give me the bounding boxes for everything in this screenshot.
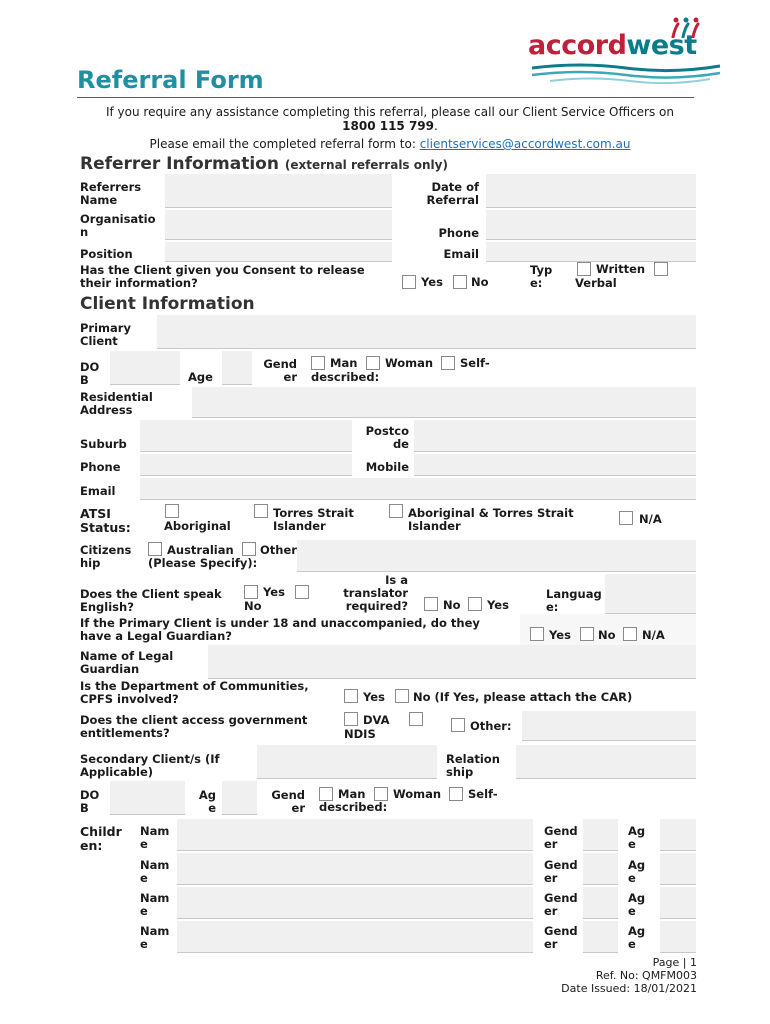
referrer-phone-label: Phone <box>438 226 479 240</box>
children-label: Childr en: <box>80 824 122 853</box>
atsi-torres-label: Torres Strait Islander <box>273 506 354 533</box>
citizenship-other-checkbox[interactable] <box>242 542 256 556</box>
primary-client-label: Primary Client <box>80 321 131 348</box>
english-yes-label: Yes <box>263 585 285 599</box>
guardian-na-checkbox[interactable] <box>623 627 637 641</box>
ndis-label: NDIS <box>344 727 376 741</box>
consent-yes-label: Yes <box>421 275 443 289</box>
gender-self-checkbox[interactable] <box>441 356 455 370</box>
secondary-age-field[interactable] <box>222 781 257 815</box>
support-phone: 1800 115 799 <box>342 119 435 133</box>
gender-man-label: Man <box>330 356 358 370</box>
consent-type-label: Typ e: <box>530 263 553 290</box>
translator-yes-checkbox[interactable] <box>468 597 482 611</box>
postcode-label: Postco de <box>365 424 409 451</box>
cpfs-label: Is the Department of Communities, CPFS involved? <box>80 679 309 706</box>
child-name-field[interactable] <box>177 819 533 851</box>
citizenship-label: Citizens hip <box>80 543 132 570</box>
atsi-both-checkbox[interactable] <box>389 504 403 518</box>
cpfs-yes-label: Yes <box>363 690 385 704</box>
postcode-field[interactable] <box>414 420 696 452</box>
referrer-phone-field[interactable] <box>486 210 696 240</box>
secondary-self-checkbox[interactable] <box>449 787 463 801</box>
written-checkbox[interactable] <box>577 262 591 276</box>
secondary-client-label: Secondary Client/s (If Applicable) <box>80 752 220 779</box>
secondary-woman-label: Woman <box>393 787 442 801</box>
english-yes-checkbox[interactable] <box>244 585 258 599</box>
referrer-section-heading: Referrer Information (external referrals only) <box>80 154 448 174</box>
relationship-label: Relation ship <box>446 752 500 779</box>
age-field[interactable] <box>222 351 252 385</box>
citizenship-australian-checkbox[interactable] <box>148 542 162 556</box>
cpfs-yes-checkbox[interactable] <box>344 689 358 703</box>
primary-client-field[interactable] <box>157 315 696 349</box>
child-name-label: Nam e <box>140 824 170 851</box>
child-name-label: Nam e <box>140 858 170 885</box>
translator-no-checkbox[interactable] <box>424 597 438 611</box>
age-label: Age <box>188 370 213 384</box>
atsi-aboriginal-label: Aboriginal <box>164 519 231 533</box>
ndis-checkbox[interactable] <box>409 712 423 726</box>
reference-number: Ref. No: QMFM003 <box>595 969 697 982</box>
suburb-label: Suburb <box>80 437 127 451</box>
child-gender-field[interactable] <box>583 819 618 851</box>
child-gender-field[interactable] <box>583 887 618 919</box>
consent-no-checkbox[interactable] <box>453 275 467 289</box>
intro-line-2: Please email the completed referral form to: clientservices@accordwest.com.au <box>149 137 631 151</box>
child-gender-label: Gend er <box>544 824 578 851</box>
child-gender-label: Gend er <box>544 924 578 951</box>
guardian-no-label: No <box>598 628 616 642</box>
guardian-yes-checkbox[interactable] <box>530 627 544 641</box>
secondary-client-field[interactable] <box>257 745 437 779</box>
page-footer <box>561 956 697 995</box>
child-gender-label: Gend er <box>544 891 578 918</box>
gov-other-field[interactable] <box>522 711 696 741</box>
child-gender-label: Gend er <box>544 858 578 885</box>
gov-other-label: Other: <box>470 719 512 733</box>
secondary-dob-field[interactable] <box>110 781 185 815</box>
client-email-field[interactable] <box>140 478 696 500</box>
client-phone-field[interactable] <box>140 454 352 476</box>
intro-line-1: If you require any assistance completing this referral, please call our Client Service Officers on <box>105 105 675 119</box>
child-name-field[interactable] <box>177 887 533 919</box>
gender-woman-checkbox[interactable] <box>366 356 380 370</box>
secondary-gender-label: Gend er <box>271 788 305 815</box>
citizenship-other-label: Other <box>260 543 297 557</box>
child-name-label: Nam e <box>140 891 170 918</box>
organisation-label: Organisatio n <box>80 212 156 239</box>
consent-label: Has the Client given you Consent to release their information? <box>80 263 365 290</box>
child-age-label: Ag e <box>628 891 646 918</box>
gov-other-checkbox[interactable] <box>451 718 465 732</box>
title-divider <box>77 97 694 98</box>
child-age-label: Ag e <box>628 924 646 951</box>
child-gender-field[interactable] <box>583 853 618 885</box>
client-email-label: Email <box>80 484 116 498</box>
child-age-label: Ag e <box>628 824 646 851</box>
intro-phone-line: 1800 115 799. <box>342 119 438 133</box>
mobile-label: Mobile <box>365 460 409 474</box>
secondary-man-label: Man <box>338 787 366 801</box>
secondary-man-checkbox[interactable] <box>319 787 333 801</box>
gender-described-label: described: <box>311 370 380 384</box>
logo-wave-icon <box>530 62 722 84</box>
date-of-referral-label: Date of Referral <box>426 180 479 207</box>
written-label: Written <box>596 262 646 276</box>
guardian-name-field[interactable] <box>208 645 696 679</box>
page-title: Referral Form <box>77 66 264 94</box>
atsi-na-checkbox[interactable] <box>619 511 633 525</box>
page-number: Page | 1 <box>652 956 697 969</box>
child-name-label: Nam e <box>140 924 170 951</box>
secondary-woman-checkbox[interactable] <box>374 787 388 801</box>
referrers-name-label: Referrers Name <box>80 180 142 207</box>
translator-label: Is a translator required? <box>343 573 408 613</box>
mobile-field[interactable] <box>414 454 696 476</box>
child-age-field[interactable] <box>660 819 696 851</box>
language-field[interactable] <box>605 574 696 614</box>
guardian-name-label: Name of Legal Guardian <box>80 649 174 676</box>
secondary-described-label: described: <box>319 800 388 814</box>
verbal-checkbox[interactable] <box>654 262 668 276</box>
child-gender-field[interactable] <box>583 921 618 953</box>
cpfs-no-label: No (If Yes, please attach the CAR) <box>413 690 633 704</box>
speak-english-label: Does the Client speak English? <box>80 587 222 614</box>
logo-wordmark: accordwest <box>528 30 697 61</box>
guardian-no-checkbox[interactable] <box>580 627 594 641</box>
referrers-name-field[interactable] <box>165 174 392 208</box>
gender-woman-label: Woman <box>385 356 434 370</box>
child-name-field[interactable] <box>177 853 533 885</box>
translator-yes-label: Yes <box>487 598 509 612</box>
dob-field[interactable] <box>110 351 180 385</box>
verbal-label: Verbal <box>575 276 617 290</box>
gov-entitlements-label: Does the client access government entitlements? <box>80 713 308 740</box>
gender-self-label: Self- <box>460 356 490 370</box>
secondary-age-label: Ag e <box>198 788 216 815</box>
legal-guardian-question: If the Primary Client is under 18 and unaccompanied, do they have a Legal Guardian? <box>80 616 480 643</box>
gender-man-checkbox[interactable] <box>311 356 325 370</box>
secondary-dob-label: DO B <box>80 788 100 815</box>
english-no-label: No <box>244 599 262 613</box>
gender-label: Gend er <box>263 357 297 384</box>
dva-checkbox[interactable] <box>344 712 358 726</box>
child-age-field[interactable] <box>660 921 696 953</box>
dva-label: DVA <box>363 713 390 727</box>
atsi-aboriginal-checkbox[interactable] <box>165 504 179 518</box>
referrer-email-field[interactable] <box>486 242 696 262</box>
child-age-field[interactable] <box>660 853 696 885</box>
cpfs-no-checkbox[interactable] <box>395 689 409 703</box>
child-age-label: Ag e <box>628 858 646 885</box>
citizenship-specify-field[interactable] <box>297 540 696 572</box>
residential-address-label: Residential Address <box>80 390 153 417</box>
guardian-na-label: N/A <box>642 628 665 642</box>
client-section-heading: Client Information <box>80 294 255 314</box>
child-name-field[interactable] <box>177 921 533 953</box>
atsi-status-label: ATSI Status: <box>80 506 131 535</box>
atsi-na-label: N/A <box>639 512 662 526</box>
child-age-field[interactable] <box>660 887 696 919</box>
language-label: Languag e: <box>546 587 602 614</box>
guardian-yes-label: Yes <box>549 628 571 642</box>
position-label: Position <box>80 247 133 261</box>
position-field[interactable] <box>165 242 392 262</box>
translator-no-label: No <box>443 598 461 612</box>
residential-address-field[interactable] <box>192 387 696 418</box>
date-of-referral-field[interactable] <box>486 174 696 208</box>
date-issued: Date Issued: 18/01/2021 <box>561 982 697 995</box>
english-no-checkbox[interactable] <box>295 585 309 599</box>
atsi-torres-checkbox[interactable] <box>254 504 268 518</box>
consent-no-label: No <box>471 275 489 289</box>
relationship-field[interactable] <box>516 745 696 779</box>
organisation-field[interactable] <box>165 210 392 240</box>
please-specify-label: (Please Specify): <box>148 556 258 570</box>
citizenship-australian-label: Australian <box>167 543 234 557</box>
suburb-field[interactable] <box>140 420 352 452</box>
atsi-both-label: Aboriginal & Torres Strait Islander <box>408 506 574 533</box>
dob-label: DO B <box>80 360 100 387</box>
support-email-link[interactable]: clientservices@accordwest.com.au <box>419 137 631 151</box>
consent-yes-checkbox[interactable] <box>402 275 416 289</box>
referrer-email-label: Email <box>443 247 479 261</box>
client-phone-label: Phone <box>80 460 121 474</box>
secondary-self-label: Self- <box>468 787 498 801</box>
